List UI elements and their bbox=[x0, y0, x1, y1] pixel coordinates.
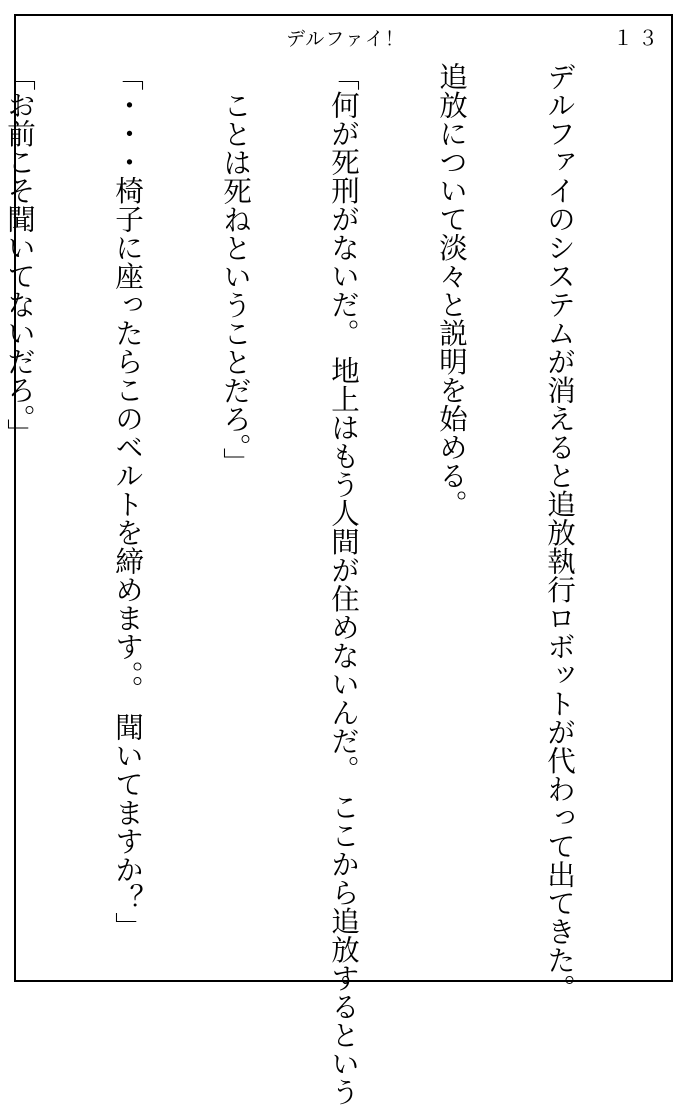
text-line: 「何が死刑がないだ。 地上はもう人間が住めないんだ。 ここから追放するという bbox=[327, 62, 360, 1106]
text-line: 「お前こそ聞いてないだろ。」 bbox=[3, 62, 36, 447]
text-line: 「・・・椅子に座ったらこのベルトを締めます。。 聞いてますか？」 bbox=[111, 62, 144, 941]
text-line: 追放について淡々と説明を始める。 bbox=[435, 62, 468, 518]
page-title: デルファイ！ bbox=[286, 28, 405, 50]
text-line: ことは死ねということだろ。」 bbox=[219, 90, 252, 476]
body-text bbox=[3, 62, 649, 1106]
text-line: デルファイのシステムが消えると追放執行ロボットが代わって出てきた。 bbox=[543, 62, 576, 1003]
page-number: １３ bbox=[613, 26, 663, 50]
